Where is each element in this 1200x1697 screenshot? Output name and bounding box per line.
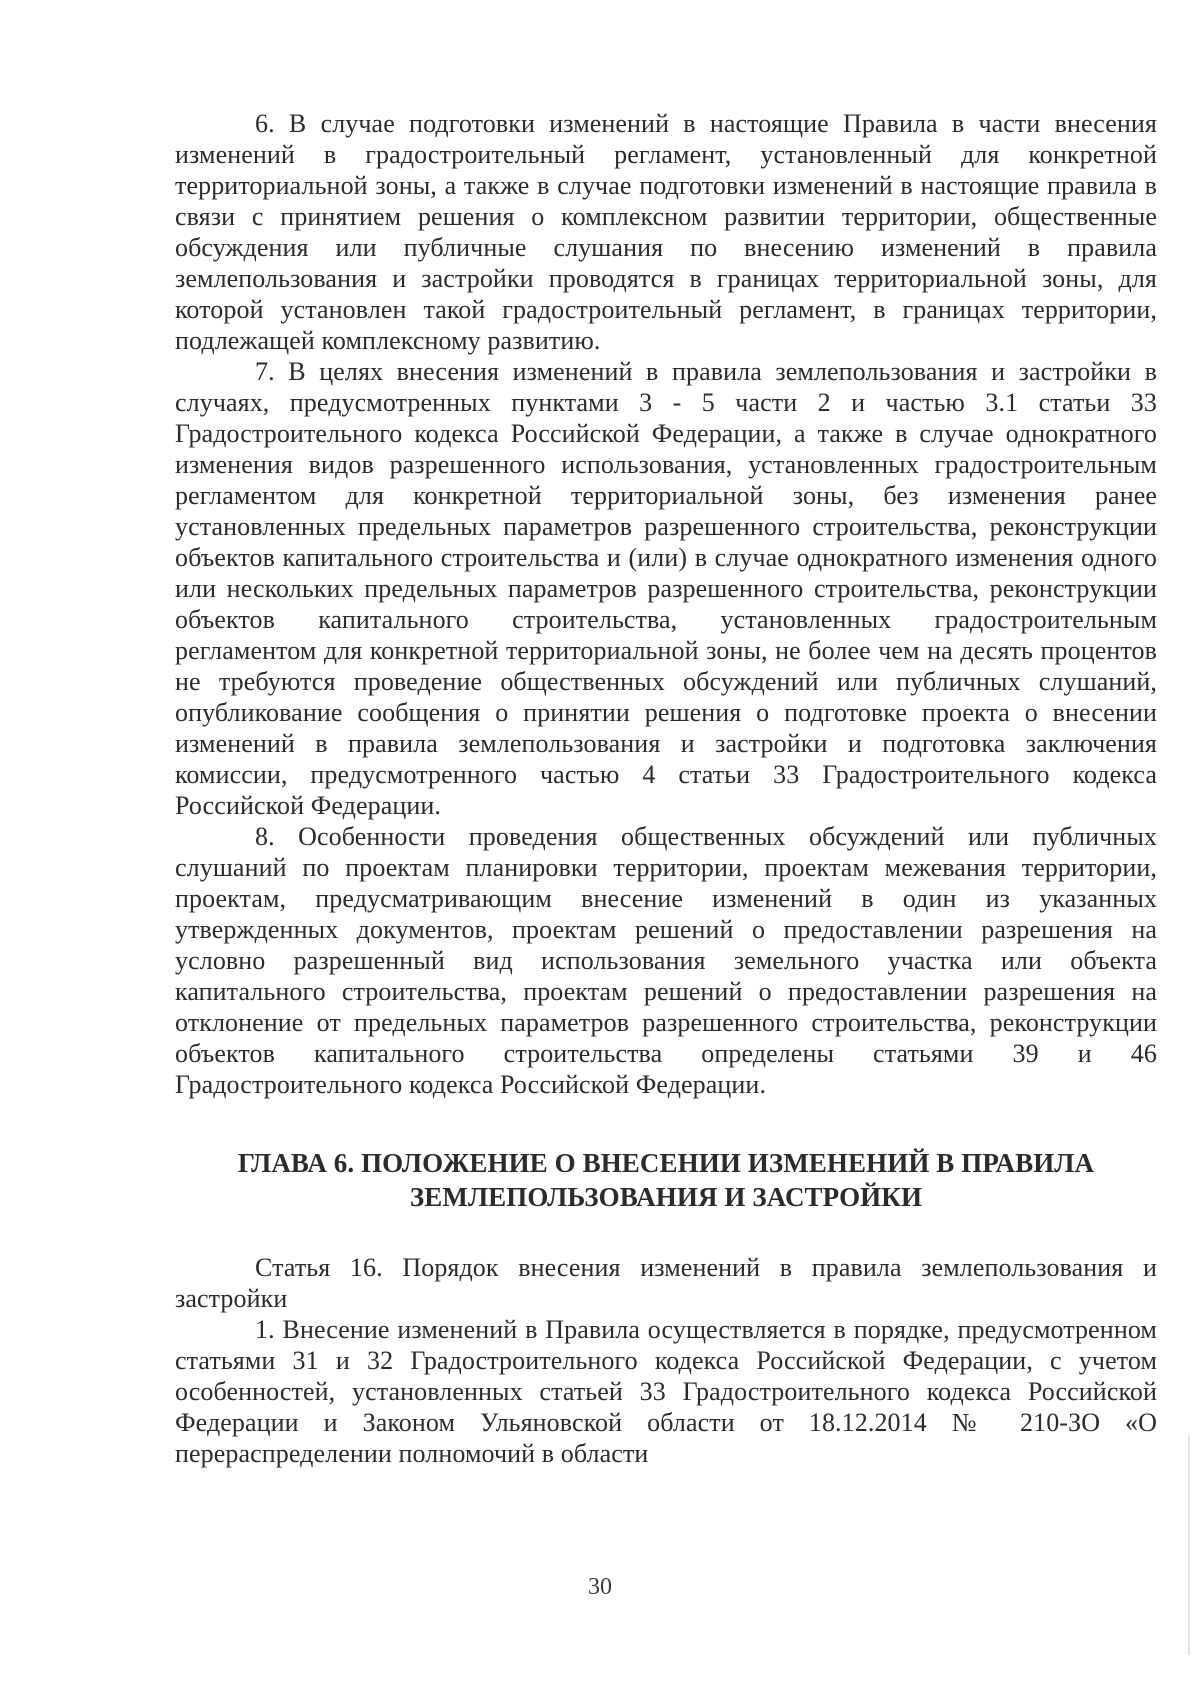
chapter-title: ГЛАВА 6. ПОЛОЖЕНИЕ О ВНЕСЕНИИ ИЗМЕНЕНИЙ В ПРАВИЛА ЗЕМЛЕПОЛЬЗОВАНИЯ И ЗАСТРОЙКИ	[237, 1148, 1095, 1212]
paragraph-7: 7. В целях внесения изменений в правила землепользования и застройки в случаях, предусмотренных пунктами 3 - 5 части 2 и частью 3.1 статьи 33 Градостроительного кодекса Российской Федерации, а также в случае однократного изменения видов разрешенного использования, установленных градостроительным регламентом для конкретной территориальной зоны, без изменения ранее установленных предельных параметров разрешенного строительства, реконструкции объектов капитального строительства и (или) в случае однократного изменения одного или нескольких предельных параметров разрешенного строительства, реконструкции объектов капитального строительства, установленных градостроительным регламентом для конкретной территориальной зоны, не более чем на десять процентов не требуются проведение общественных обсуждений или публичных слушаний, опубликование сообщения о принятии решения о подготовке проекта о внесении изменений в правила землепользования и застройки и подготовка заключения комиссии, предусмотренного частью 4 статьи 33 Градостроительного кодекса Российской Федерации.	[175, 357, 1157, 820]
document-page	[175, 108, 1157, 1469]
article-title: Статья 16. Порядок внесения изменений в правила землепользования и застройки	[175, 1253, 1157, 1313]
scan-edge-line	[1188, 1435, 1190, 1655]
paragraph-6: 6. В случае подготовки изменений в настоящие Правила в части внесения изменений в градостроительный регламент, установленный для конкретной территориальной зоны, а также в случае подготовки изменений в настоящие правила в связи с принятием решения о комплексном развитии территории, общественные обсуждения или публичные слушания по внесению изменений в правила землепользования и застройки проводятся в границах территориальной зоны, для которой установлен такой градостроительный регламент, в границах территории, подлежащей комплексному развитию.	[175, 109, 1157, 355]
article-paragraph-1: 1. Внесение изменений в Правила осуществляется в порядке, предусмотренном статьями 31 и 32 Градостроительного кодекса Российской Федерации, с учетом особенностей, установленных статьей 33 Градостроительного кодекса Российской Федерации и Законом Ульяновской области от 18.12.2014 № 210-ЗО «О перераспределении полномочий в области	[175, 1315, 1157, 1468]
paragraph-8: 8. Особенности проведения общественных обсуждений или публичных слушаний по проектам планировки территории, проектам межевания территории, проектам, предусматривающим внесение изменений в один из указанных утвержденных документов, проектам решений о предоставлении разрешения на условно разрешенный вид использования земельного участка или объекта капитального строительства, проектам решений о предоставлении разрешения на отклонение от предельных параметров разрешенного строительства, реконструкции объектов капитального строительства определены статьями 39 и 46 Градостроительного кодекса Российской Федерации.	[175, 822, 1157, 1099]
page-number: 30	[588, 1574, 612, 1600]
